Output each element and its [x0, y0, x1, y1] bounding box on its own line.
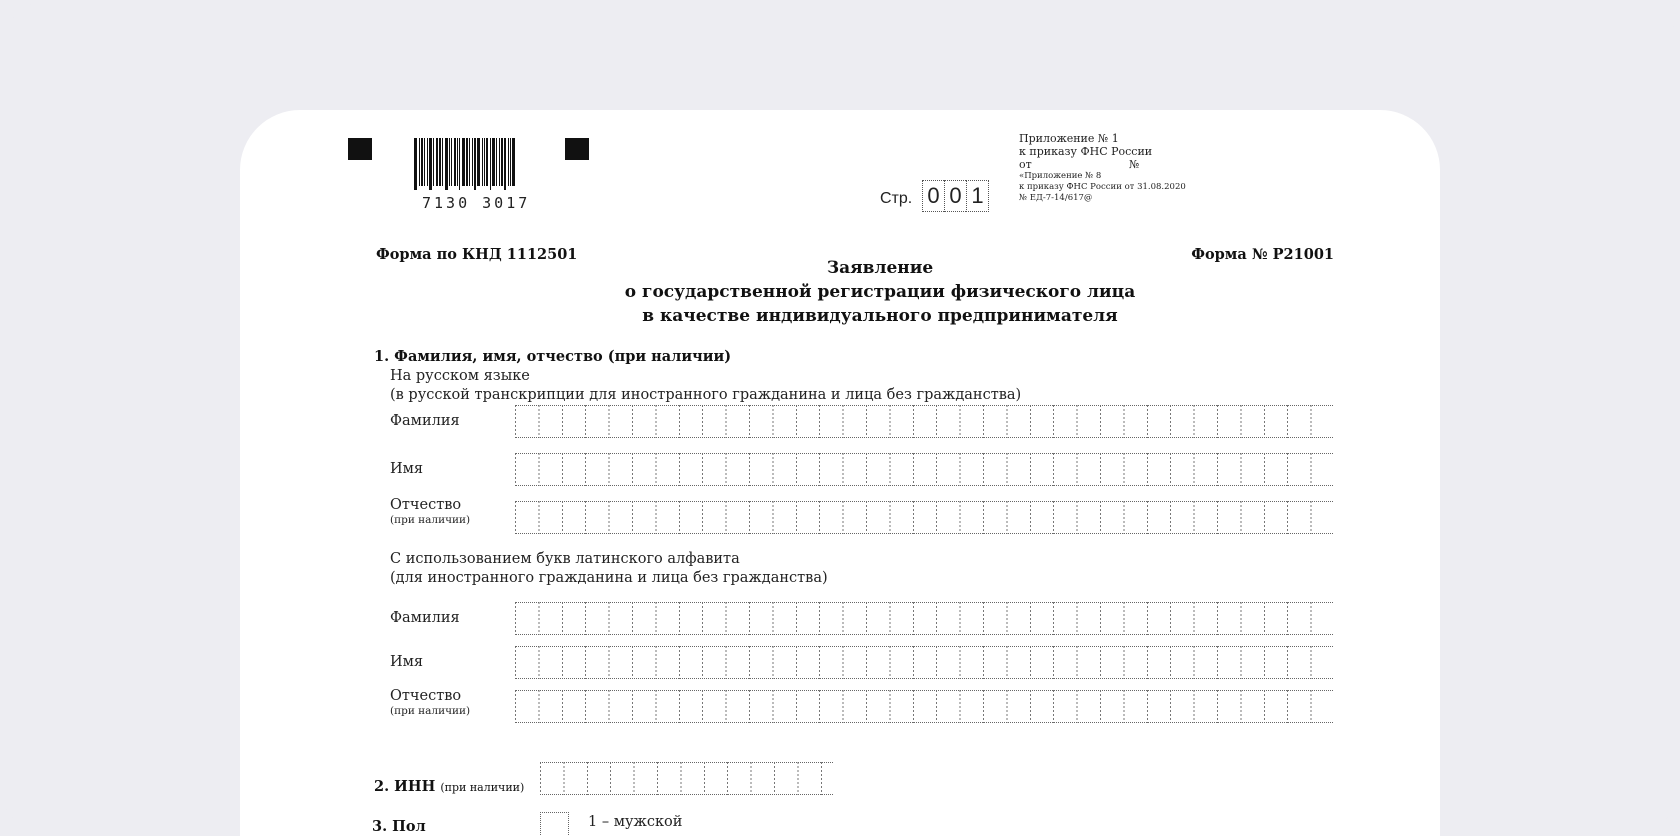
- barcode-bar: [445, 138, 448, 190]
- barcode-bar: [433, 138, 434, 186]
- barcode-bar: [419, 138, 420, 186]
- patronymic-text: Отчество: [390, 497, 462, 513]
- barcode-bar: [496, 138, 497, 186]
- barcode-bar: [429, 138, 432, 190]
- appendix-line: к приказу ФНС России от 31.08.2020: [1019, 182, 1186, 192]
- appendix-line: [1019, 158, 1186, 171]
- patronymic-lat-input[interactable]: [515, 690, 1333, 723]
- barcode-bar: [439, 138, 441, 186]
- page-label: Стр.: [880, 190, 913, 207]
- name-lat-input[interactable]: [515, 646, 1333, 679]
- barcode-bar: [457, 138, 458, 186]
- barcode-bar: [472, 138, 473, 186]
- barcode: [414, 138, 547, 190]
- name-lat-label: Имя: [390, 654, 424, 670]
- inn-heading: 2. ИНН: [374, 778, 436, 795]
- page-digit: 0: [922, 180, 944, 212]
- if-any-note: (при наличии): [390, 705, 471, 717]
- barcode-bar: [424, 138, 425, 186]
- patronymic-text: Отчество: [390, 688, 462, 704]
- inn-label: [374, 778, 524, 795]
- barcode-bar: [501, 138, 503, 186]
- barcode-bar: [462, 138, 465, 186]
- barcode-bar: [414, 138, 417, 190]
- form-page: [240, 110, 1440, 836]
- name-ru-label: Имя: [390, 461, 424, 477]
- note-line: (для иностранного гражданина и лица без гражданства): [390, 570, 828, 586]
- form-knd: Форма по КНД 1112501: [376, 246, 578, 263]
- barcode-number: 7130 3017: [422, 194, 531, 212]
- form-number: Форма № Р21001: [1191, 246, 1334, 263]
- barcode-bar: [474, 138, 476, 190]
- patronymic-ru-input[interactable]: [515, 501, 1333, 534]
- barcode-bar: [490, 138, 491, 190]
- appendix-line: «Приложение № 8: [1019, 171, 1102, 181]
- barcode-bar: [466, 138, 468, 186]
- form-title: [540, 256, 1220, 328]
- corner-marker-left: [348, 138, 372, 160]
- russian-note: [390, 367, 1021, 405]
- patronymic-ru-label: [390, 497, 470, 527]
- barcode-bar: [499, 138, 500, 186]
- inn-note: (при наличии): [440, 781, 525, 794]
- barcode-bar: [477, 138, 480, 186]
- surname-lat-label: Фамилия: [390, 610, 460, 626]
- barcode-bar: [459, 138, 460, 190]
- barcode-bar: [442, 138, 443, 186]
- appendix-line: Приложение № 1: [1019, 132, 1119, 145]
- appendix-line: к приказу ФНС России: [1019, 145, 1153, 158]
- section-1-heading: 1. Фамилия, имя, отчество (при наличии): [374, 348, 732, 365]
- barcode-bar: [486, 138, 488, 186]
- surname-lat-input[interactable]: [515, 602, 1333, 635]
- barcode-bar: [510, 138, 511, 186]
- barcode-bar: [451, 138, 452, 186]
- page-digit: 0: [944, 180, 966, 212]
- barcode-bar: [454, 138, 456, 186]
- barcode-bar: [504, 138, 506, 190]
- appendix-note: [1019, 132, 1186, 204]
- note-line: С использованием букв латинского алфавита: [390, 551, 740, 567]
- barcode-bar: [484, 138, 485, 186]
- sex-input[interactable]: [540, 812, 569, 836]
- page-digit: 1: [966, 180, 989, 212]
- inn-input[interactable]: [540, 762, 833, 795]
- note-line: (в русской транскрипции для иностранного гражданина и лица без гражданства): [390, 387, 1022, 403]
- note-line: На русском языке: [390, 368, 530, 384]
- appendix-number-sign: №: [1129, 158, 1140, 171]
- title-line: о государственной регистрации физического лица: [624, 282, 1136, 302]
- barcode-bar: [427, 138, 428, 186]
- barcode-bar: [508, 138, 509, 186]
- appendix-from: от: [1019, 158, 1032, 171]
- if-any-note: (при наличии): [390, 514, 471, 526]
- patronymic-lat-label: [390, 688, 470, 718]
- surname-ru-input[interactable]: [515, 405, 1333, 438]
- barcode-bar: [449, 138, 450, 186]
- appendix-line: № ЕД-7-14/617@: [1019, 193, 1093, 203]
- corner-marker-right: [565, 138, 589, 160]
- barcode-bar: [482, 138, 483, 186]
- barcode-bar: [421, 138, 423, 186]
- sex-label: 3. Пол: [372, 818, 426, 835]
- page-number-cells: [922, 180, 989, 212]
- name-ru-input[interactable]: [515, 453, 1333, 486]
- barcode-bar: [469, 138, 470, 186]
- latin-note: [390, 550, 828, 588]
- title-line: Заявление: [826, 258, 934, 278]
- barcode-bar: [436, 138, 438, 186]
- barcode-bar: [492, 138, 495, 186]
- surname-ru-label: Фамилия: [390, 413, 460, 429]
- title-line: в качестве индивидуального предпринимателя: [642, 306, 1118, 326]
- sex-option-male: 1 – мужской: [588, 814, 683, 830]
- barcode-bar: [512, 138, 515, 186]
